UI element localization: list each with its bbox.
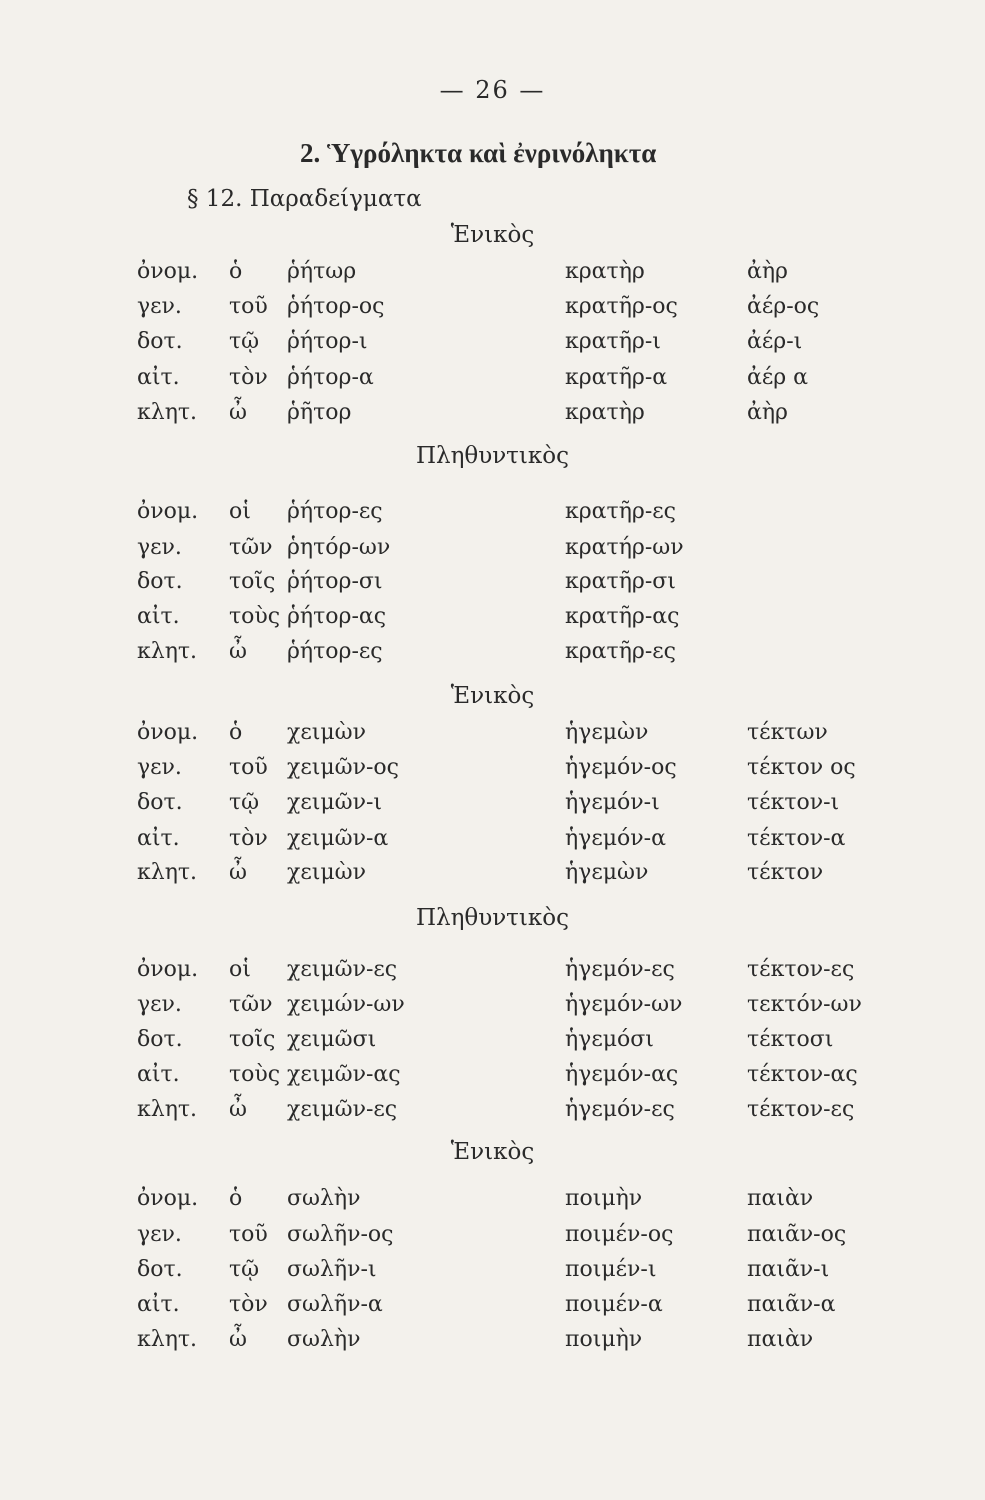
declension-row [0, 535, 985, 565]
noun-form-1: χειμών-ων [287, 992, 405, 1017]
section-title: § 12. Παραδείγματα [187, 186, 422, 212]
case-label: γεν. [137, 1222, 182, 1247]
declension-row [0, 1097, 985, 1127]
noun-form-2: ἡγεμόν-ες [565, 1097, 675, 1122]
article: ὦ [229, 860, 247, 885]
case-label: δοτ. [137, 569, 183, 594]
case-label: γεν. [137, 535, 182, 560]
noun-form-2: ποιμὴν [565, 1327, 643, 1352]
noun-form-3: τέκτον-ες [747, 1097, 855, 1122]
article: τῷ [229, 329, 260, 354]
noun-form-1: ῥῆτορ [287, 400, 352, 425]
declension-row [0, 1292, 985, 1322]
noun-form-2: κρατὴρ [565, 400, 645, 425]
noun-form-1: χειμὼν [287, 720, 366, 745]
declension-row [0, 1027, 985, 1057]
number-heading: Ἑνικὸς [450, 1139, 535, 1165]
noun-form-1: χειμῶν-ι [287, 790, 383, 815]
case-label: αἰτ. [137, 1062, 180, 1087]
declension-row [0, 1186, 985, 1216]
declension-row [0, 992, 985, 1022]
noun-form-1: χειμῶν-ες [287, 957, 398, 982]
noun-form-3: παιᾶν-ι [747, 1257, 830, 1282]
noun-form-2: ἡγεμὼν [565, 860, 649, 885]
noun-form-2: κρατῆρ-ες [565, 499, 676, 524]
article: οἱ [229, 957, 251, 982]
case-label: αἰτ. [137, 826, 180, 851]
declension-row [0, 400, 985, 430]
declension-row [0, 365, 985, 395]
noun-form-3: τέκτοσι [747, 1027, 834, 1052]
noun-form-2: ἡγεμόν-ι [565, 790, 660, 815]
article: ὦ [229, 1097, 247, 1122]
number-heading: Πληθυντικὸς [415, 443, 570, 469]
case-label: δοτ. [137, 1257, 183, 1282]
noun-form-2: ποιμέν-ι [565, 1257, 657, 1282]
case-label: ὀνομ. [137, 957, 199, 982]
noun-form-1: χειμῶν-ες [287, 1097, 398, 1122]
noun-form-1: ῥήτορ-ος [287, 294, 385, 319]
declension-row [0, 329, 985, 359]
noun-form-1: χειμῶν-ος [287, 755, 399, 780]
noun-form-2: κρατῆρ-ες [565, 639, 676, 664]
noun-form-3: παιᾶν-α [747, 1292, 836, 1317]
noun-form-1: ῥήτορ-α [287, 365, 374, 390]
noun-form-1: σωλῆν-α [287, 1292, 383, 1317]
noun-form-2: ποιμὴν [565, 1186, 643, 1211]
noun-form-2: κρατήρ-ων [565, 535, 684, 560]
declension-row [0, 639, 985, 669]
article: τοῦ [229, 755, 268, 780]
case-label: δοτ. [137, 329, 183, 354]
noun-form-3: παιὰν [747, 1327, 814, 1352]
declension-row [0, 826, 985, 856]
noun-form-2: ἡγεμόν-ας [565, 1062, 679, 1087]
noun-form-3: παιᾶν-ος [747, 1222, 847, 1247]
noun-form-1: χειμῶν-α [287, 826, 389, 851]
case-label: ὀνομ. [137, 720, 199, 745]
article: ὁ [229, 1186, 243, 1211]
article: τὸν [229, 826, 268, 851]
case-label: αἰτ. [137, 604, 180, 629]
noun-form-3: παιὰν [747, 1186, 814, 1211]
declension-row [0, 1222, 985, 1252]
noun-form-1: ῥήτωρ [287, 259, 357, 284]
declension-row [0, 720, 985, 750]
noun-form-1: σωλὴν [287, 1186, 361, 1211]
noun-form-3: ἀέρ-ος [747, 294, 820, 319]
page-number: — 26 — [439, 76, 546, 104]
article: ὁ [229, 259, 243, 284]
noun-form-2: κρατὴρ [565, 259, 645, 284]
article: οἱ [229, 499, 251, 524]
article: τοῖς [229, 569, 276, 594]
noun-form-2: ἡγεμόν-ων [565, 992, 683, 1017]
case-label: κλητ. [137, 400, 198, 425]
article: ὦ [229, 639, 247, 664]
noun-form-3: ἀέρ-ι [747, 329, 803, 354]
noun-form-3: τέκτον-ι [747, 790, 840, 815]
case-label: ὀνομ. [137, 259, 199, 284]
noun-form-1: ῥήτορ-ι [287, 329, 368, 354]
case-label: γεν. [137, 755, 182, 780]
declension-row [0, 604, 985, 634]
case-label: αἰτ. [137, 1292, 180, 1317]
declension-row [0, 860, 985, 890]
noun-form-3: ἀέρ α [747, 365, 809, 390]
article: τοῦ [229, 1222, 268, 1247]
article: τοῦ [229, 294, 268, 319]
article: τῶν [229, 992, 273, 1017]
noun-form-2: ἡγεμόν-ες [565, 957, 675, 982]
declension-row [0, 569, 985, 599]
case-label: γεν. [137, 294, 182, 319]
number-heading: Πληθυντικὸς [415, 905, 570, 931]
noun-form-1: ῥήτορ-ας [287, 604, 387, 629]
case-label: ὀνομ. [137, 1186, 199, 1211]
noun-form-1: σωλὴν [287, 1327, 361, 1352]
declension-row [0, 790, 985, 820]
declension-row [0, 1257, 985, 1287]
article: ὦ [229, 400, 247, 425]
declension-row [0, 755, 985, 785]
noun-form-3: τεκτόν-ων [747, 992, 862, 1017]
case-label: κλητ. [137, 860, 198, 885]
declension-row [0, 294, 985, 324]
noun-form-1: χειμῶσι [287, 1027, 377, 1052]
noun-form-3: τέκτων [747, 720, 828, 745]
declension-row [0, 957, 985, 987]
noun-form-2: ποιμέν-α [565, 1292, 663, 1317]
noun-form-1: ῥήτορ-ες [287, 499, 383, 524]
case-label: κλητ. [137, 639, 198, 664]
noun-form-1: σωλῆν-ι [287, 1257, 377, 1282]
noun-form-3: τέκτον-α [747, 826, 846, 851]
noun-form-2: ἡγεμόν-ος [565, 755, 677, 780]
article: τὸν [229, 365, 268, 390]
noun-form-3: τέκτον-ας [747, 1062, 858, 1087]
noun-form-1: ῥήτορ-σι [287, 569, 383, 594]
declension-row [0, 499, 985, 529]
noun-form-2: κρατῆρ-ος [565, 294, 678, 319]
article: ὁ [229, 720, 243, 745]
noun-form-1: ῥήτορ-ες [287, 639, 383, 664]
case-label: δοτ. [137, 1027, 183, 1052]
noun-form-2: κρατῆρ-α [565, 365, 668, 390]
case-label: γεν. [137, 992, 182, 1017]
case-label: δοτ. [137, 790, 183, 815]
article: τὸν [229, 1292, 268, 1317]
noun-form-2: ἡγεμὼν [565, 720, 649, 745]
noun-form-2: κρατῆρ-σι [565, 569, 676, 594]
case-label: αἰτ. [137, 365, 180, 390]
number-heading: Ἑνικὸς [450, 222, 535, 248]
noun-form-1: σωλῆν-ος [287, 1222, 394, 1247]
noun-form-3: τέκτον-ες [747, 957, 855, 982]
noun-form-2: ἡγεμόσι [565, 1027, 654, 1052]
noun-form-2: κρατῆρ-ας [565, 604, 680, 629]
case-label: κλητ. [137, 1327, 198, 1352]
noun-form-1: χειμὼν [287, 860, 366, 885]
declension-row [0, 1327, 985, 1357]
noun-form-2: κρατῆρ-ι [565, 329, 661, 354]
case-label: ὀνομ. [137, 499, 199, 524]
article: τῶν [229, 535, 273, 560]
noun-form-3: ἀὴρ [747, 400, 788, 425]
noun-form-3: τέκτον [747, 860, 824, 885]
declension-row [0, 259, 985, 289]
article: ὦ [229, 1327, 247, 1352]
article: τῷ [229, 790, 260, 815]
article: τοὺς [229, 1062, 281, 1087]
case-label: κλητ. [137, 1097, 198, 1122]
noun-form-1: χειμῶν-ας [287, 1062, 401, 1087]
number-heading: Ἑνικὸς [450, 683, 535, 709]
chapter-title: 2. Ὑγρόληκτα καὶ ἐνρινόληκτα [300, 138, 657, 168]
noun-form-1: ῥητόρ-ων [287, 535, 391, 560]
article: τοὺς [229, 604, 281, 629]
declension-row [0, 1062, 985, 1092]
article: τῷ [229, 1257, 260, 1282]
noun-form-3: ἀὴρ [747, 259, 788, 284]
noun-form-3: τέκτον ος [747, 755, 856, 780]
noun-form-2: ποιμέν-ος [565, 1222, 674, 1247]
article: τοῖς [229, 1027, 276, 1052]
noun-form-2: ἡγεμόν-α [565, 826, 666, 851]
